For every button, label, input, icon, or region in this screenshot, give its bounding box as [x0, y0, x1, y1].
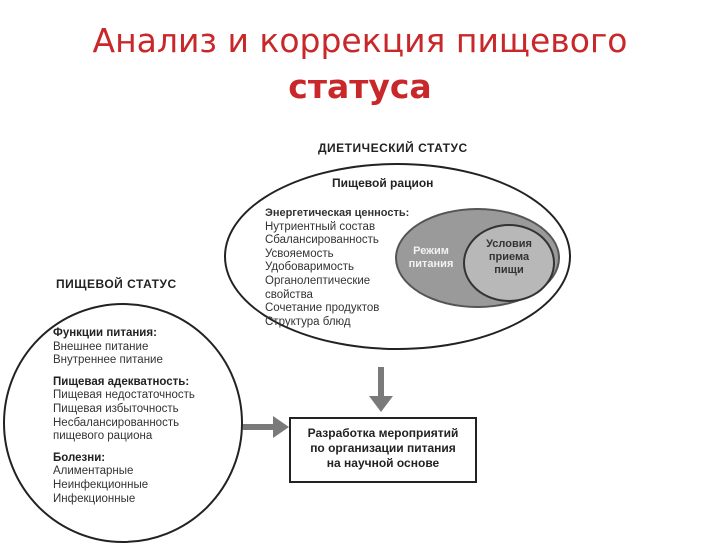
conditions-line: приема	[488, 251, 530, 263]
dietary-item: Сочетание продуктов	[265, 302, 380, 315]
group-title: Функции питания:	[53, 327, 157, 339]
group-item: Пищевая избыточность	[53, 402, 179, 415]
nutritional-status-header: ПИЩЕВОЙ СТАТУС	[56, 277, 177, 291]
group-item: Неинфекционные	[53, 478, 149, 491]
group-title: Болезни:	[53, 451, 106, 464]
group-item: Пищевая недостаточность	[53, 389, 195, 402]
dietary-item: Усвояемость	[265, 247, 334, 260]
group-item: Инфекционные	[53, 492, 136, 505]
dietary-item: свойства	[265, 288, 313, 301]
down-arrow-head	[369, 396, 393, 412]
result-box	[289, 417, 477, 483]
regime-line: питания	[408, 258, 454, 270]
dietary-item: Энергетическая ценность:	[265, 207, 410, 219]
group-item: Внутреннее питание	[53, 354, 163, 367]
dietary-item: Сбалансированность	[265, 234, 379, 247]
food-ration-label: Пищевой рацион	[332, 176, 434, 190]
result-line: по организации питания	[310, 441, 456, 455]
regime-line: Режим	[413, 245, 449, 257]
dietary-item: Структура блюд	[265, 315, 351, 328]
dietary-item: Нутриентный состав	[265, 220, 376, 233]
right-arrow-head	[273, 416, 289, 438]
conditions-line: пищи	[494, 264, 524, 276]
group-item: Несбалансированность	[53, 416, 180, 429]
group-item: Алиментарные	[53, 465, 134, 478]
right-arrow-shaft	[243, 424, 275, 430]
title-line-1: Анализ и коррекция пищевого	[92, 21, 628, 60]
group-item: пищевого рациона	[53, 430, 153, 443]
result-line: на научной основе	[326, 456, 440, 470]
conditions-line: Условия	[486, 238, 532, 250]
group-item: Внешнее питание	[53, 340, 149, 353]
dietary-item: Органолептические	[265, 274, 371, 287]
down-arrow-shaft	[378, 367, 384, 398]
title-line-2: статуса	[288, 67, 432, 106]
result-line: Разработка мероприятий	[307, 426, 459, 440]
group-title: Пищевая адекватность:	[53, 375, 190, 388]
dietary-item: Удобоваримость	[265, 261, 355, 274]
dietary-status-header: ДИЕТИЧЕСКИЙ СТАТУС	[318, 141, 468, 155]
